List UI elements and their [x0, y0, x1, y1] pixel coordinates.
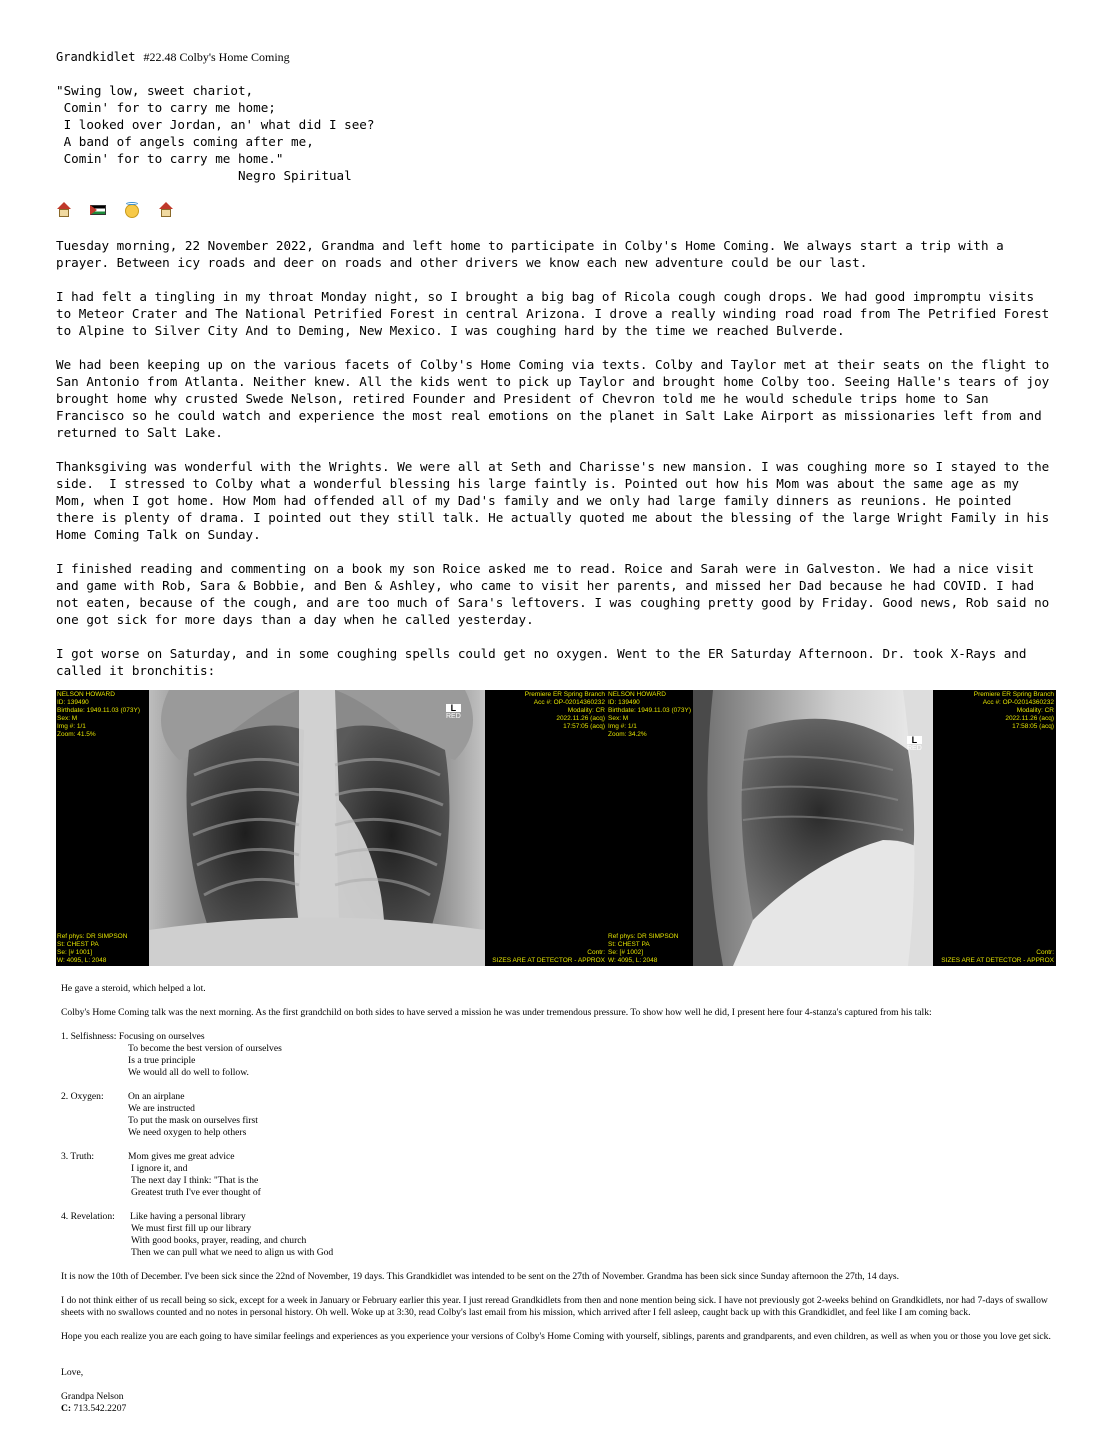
house-icon [56, 202, 72, 218]
phone-line [61, 1403, 1057, 1415]
xray-study-info: Premiere ER Spring Branch Acc #: OP-02014360232 Modality: CR 2022.11.26 (acq) 17:57:05 (acq) [524, 691, 605, 730]
stanza-line: Is a true principle [128, 1055, 196, 1066]
stanza-line: We would all do well to follow. [128, 1067, 249, 1078]
closing: Love, [61, 1367, 84, 1378]
recall-paragraph: I do not think either of us recall being so sick, except for a week in January or February earlier this year. I just reread Grandkidlets from then and none mention being sick. I have not previously got 2-weeks behind on Grandkidlets, nor had 7-days of swallow sheets with no swallows counted and no notes in personal history. Oh well. Woke up at 3:30, read Colby's last email from his mission, which arrived after I fell asleep, caught back up with this Grandkidlet, and feel like I am coming back. [61, 1295, 1048, 1318]
phone-number: 713.542.2207 [71, 1403, 127, 1414]
stanza-line: We are instructed [128, 1103, 195, 1114]
stanza-heading: 1. Selfishness: [61, 1031, 119, 1042]
xray-series-info: Ref phys: DR SIMPSON St: CHEST PA Se: [# 1002] W: 4095, L: 2048 [608, 933, 679, 964]
xray-lateral [607, 690, 1056, 966]
stanza [61, 1151, 1057, 1199]
poem-line: A band of angels coming after me, [56, 134, 314, 149]
status-paragraph: It is now the 10th of December. I've been sick since the 22nd of November, 19 days. This Grandkidlet was intended to be sent on the 27th of November. Grandma has been sick since Sunday afternoon the 27th, 14 days. [61, 1271, 900, 1282]
xray-patient-info: NELSON HOWARD ID: 139490 Birthdate: 1949.11.03 (073Y) Sex: M Img #: 1/1 Zoom: 41.5% [57, 691, 140, 738]
xray-detector-info: Contr: SIZES ARE AT DETECTOR - APPROX [492, 949, 605, 964]
phone-label: C: [61, 1403, 72, 1414]
stanza-line: Greatest truth I've ever thought of [131, 1187, 261, 1198]
stanza-line: To become the best version of ourselves [128, 1043, 282, 1054]
house-icon [158, 202, 174, 218]
poem-quote [56, 82, 374, 184]
xray-patient-info: NELSON HOWARD ID: 139490 Birthdate: 1949.11.03 (073Y) Sex: M Img #: 1/1 Zoom: 34.2% [608, 691, 691, 738]
stanza-line: Focusing on ourselves [118, 1031, 205, 1042]
xray-frontal [56, 690, 607, 966]
hope-paragraph: Hope you each realize you are each going to have similar feelings and experiences as you experience your versions of Colby's Home Coming with yourself, siblings, parents and grandparents, and even children, as well as when you or those you love get sick. [61, 1331, 1051, 1342]
poem-line: Comin' for to carry me home; [56, 100, 276, 115]
paragraph: I finished reading and commenting on a book my son Roice asked me to read. Roice and Sarah were in Galveston. We had a nice visit and game with Rob, Sara & Bobbie, and Ben & Ashley, who came to visit her parents, and missed her Dad because he had COVID. I had not eaten, because of the cough, and are too much of Sara's leftovers. I was coughing pretty good by Friday. Good news, Rob said no one got sick for more days than a day when he called yesterday. [56, 561, 1057, 627]
flag-icon [90, 202, 106, 218]
poem-line: "Swing low, sweet chariot, [56, 83, 254, 98]
document-header [56, 49, 290, 65]
stanza-line: Then we can pull what we need to align us with God [131, 1247, 334, 1258]
talk-intro: Colby's Home Coming talk was the next morning. As the first grandchild on both sides to have served a mission he was under tremendous pressure. To show how well he did, I present here four 4-stanza's captured from his talk: [61, 1007, 932, 1018]
laterality-marker: L RED [907, 735, 922, 752]
laterality-marker: L RED [446, 703, 461, 720]
stanza-line: With good books, prayer, reading, and church [131, 1235, 307, 1246]
stanza-line: We need oxygen to help others [128, 1127, 247, 1138]
xray-series-info: Ref phys: DR SIMPSON St: CHEST PA Se: [# 1001] W: 4095, L: 2048 [57, 933, 128, 964]
poem-attribution: Negro Spiritual [56, 168, 352, 183]
document-tag: Grandkidlet [56, 50, 136, 64]
paragraph: Thanksgiving was wonderful with the Wrights. We were all at Seth and Charisse's new mansion. I was coughing more so I stayed to the side. I stressed to Colby what a wonderful blessing his large faintly is. Pointed out how his Mom was about the same age as my Mom, when I got home. How Mom had offended all of my Dad's family and we only had large family dinners as reunions. He pointed there is plenty of drama. I pointed out they still talk. He actually quoted me about the blessing of the large Wright Family in his Home Coming Talk on Sunday. [56, 459, 1057, 542]
signature: Grandpa Nelson [61, 1391, 124, 1402]
xray-detector-info: Contr: SIZES ARE AT DETECTOR - APPROX [941, 949, 1054, 964]
stanza-line: The next day I think: "That is the [131, 1175, 259, 1186]
stanza-line: On an airplane [128, 1091, 185, 1102]
stanza-line: Mom gives me great advice [128, 1151, 235, 1162]
stanza [61, 1031, 1057, 1079]
stanza-heading: 3. Truth: [61, 1151, 121, 1162]
stanza [61, 1211, 1057, 1259]
poem-line: I looked over Jordan, an' what did I see? [56, 117, 375, 132]
stanza-line: We must first fill up our library [131, 1223, 252, 1234]
xray-lateral-film [693, 690, 933, 966]
steroid-note: He gave a steroid, which helped a lot. [61, 983, 206, 994]
stanza-line: I ignore it, and [131, 1163, 188, 1174]
stanza [61, 1091, 1057, 1139]
stanza-heading: 2. Oxygen: [61, 1091, 121, 1102]
xray-study-info: Premiere ER Spring Branch Acc #: OP-02014360232 Modality: CR 2022.11.26 (acq) 17:58:05 (acq) [973, 691, 1054, 730]
paragraph: I had felt a tingling in my throat Monday night, so I brought a big bag of Ricola cough cough drops. We had good impromptu visits to Meteor Crater and The National Petrified Forest in central Arizona. I drove a really winding road road from The Petrified Forest to Alpine to Silver City And to Deming, New Mexico. I was coughing hard by the time we reached Bulverde. [56, 289, 1057, 338]
stanza-heading: 4. Revelation: [61, 1211, 125, 1222]
emoji-row [56, 202, 174, 218]
xray-images [56, 690, 1056, 966]
stanza-line: To put the mask on ourselves first [128, 1115, 258, 1126]
paragraph: We had been keeping up on the various facets of Colby's Home Coming via texts. Colby and Taylor met at their seats on the flight to San Antonio from Atlanta. Neither knew. All the kids went to pick up Taylor and brought home Colby too. Seeing Halle's tears of joy brought home why crusted Swede Nelson, retired Founder and President of Chevron told me he would schedule trips home to San Francisco so he could watch and experience the most real emotions on the planet in Salt Lake Airport as missionaries left from and returned to Salt Lake. [56, 357, 1057, 440]
smiling-face-with-halo-icon [124, 202, 140, 218]
xray-frontal-film [149, 690, 485, 966]
stanza-line: Like having a personal library [130, 1211, 246, 1222]
paragraph: I got worse on Saturday, and in some coughing spells could get no oxygen. Went to the ER Saturday Afternoon. Dr. took X-Rays and called it bronchitis: [56, 646, 1035, 678]
poem-line: Comin' for to carry me home." [56, 151, 284, 166]
paragraph: Tuesday morning, 22 November 2022, Grandma and left home to participate in Colby's Home Coming. We always start a trip with a prayer. Between icy roads and deer on roads and other drivers we know each new adventure could be our last. [56, 238, 1012, 270]
document-title: #22.48 Colby's Home Coming [143, 50, 290, 64]
